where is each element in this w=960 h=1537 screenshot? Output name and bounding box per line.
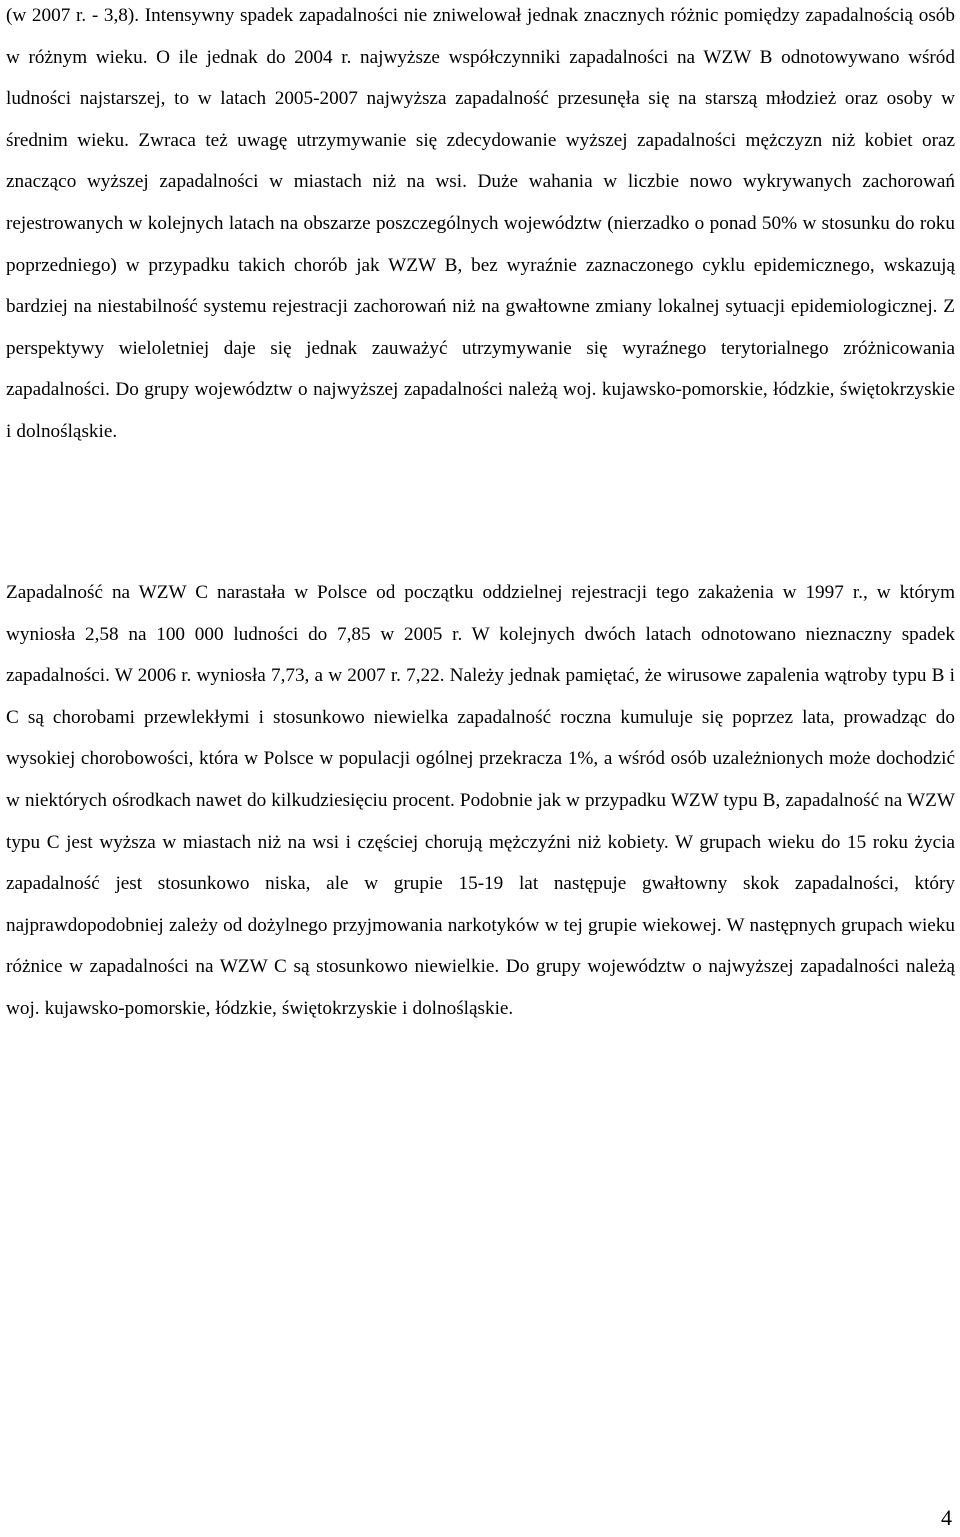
paragraph-wzw-b-incidence: (w 2007 r. - 3,8). Intensywny spadek zapadalności nie zniwelował jednak znacznych różnic pomiędzy zapadalnością osób w różnym wieku. O ile jednak do 2004 r. najwyższe współczynniki zapadalności na WZW B odnotowywano wśród ludności najstarszej, to w latach 2005-2007 najwyższa zapadalność przesunęła się na starszą młodzież oraz osoby w średnim wieku. Zwraca też uwagę utrzymywanie się zdecydowanie wyższej zapadalności mężczyzn niż kobiet oraz znacząco wyższej zapadalności w miastach niż na wsi. Duże wahania w liczbie nowo wykrywanych zachorowań rejestrowanych w kolejnych latach na obszarze poszczególnych województw (nierzadko o ponad 50% w stosunku do roku poprzedniego) w przypadku takich chorób jak WZW B, bez wyraźnie zaznaczonego cyklu epidemicznego, wskazują bardziej na niestabilność systemu rejestracji zachorowań niż na gwałtowne zmiany lokalnej sytuacji epidemiologicznej. Z perspektywy wieloletniej daje się jednak zauważyć utrzymywanie się wyraźnego terytorialnego zróżnicowania zapadalności. Do grupy województw o najwyższej zapadalności należą woj. kujawsko-pomorskie, łódzkie, świętokrzyskie i dolnośląskie. [6, 5, 955, 442]
page-number: 4 [941, 1505, 952, 1530]
paragraph-wzw-c-incidence: Zapadalność na WZW C narastała w Polsce od początku oddzielnej rejestracji tego zakażenia w 1997 r., w którym wyniosła 2,58 na 100 000 ludności do 7,85 w 2005 r. W kolejnych dwóch latach odnotowano nieznaczny spadek zapadalności. W 2006 r. wyniosła 7,73, a w 2007 r. 7,22. Należy jednak pamiętać, że wirusowe zapalenia wątroby typu B i C są chorobami przewlekłymi i stosunkowo niewielka zapadalność roczna kumuluje się poprzez lata, prowadząc do wysokiej chorobowości, która w Polsce w populacji ogólnej przekracza 1%, a wśród osób uzależnionych może dochodzić w niektórych ośrodkach nawet do kilkudziesięciu procent. Podobnie jak w przypadku WZW typu B, zapadalność na WZW typu C jest wyższa w miastach niż na wsi i częściej chorują mężczyźni niż kobiety. W grupach wieku do 15 roku życia zapadalność jest stosunkowo niska, ale w grupie 15-19 lat następuje gwałtowny skok zapadalności, który najprawdopodobniej zależy od dożylnego przyjmowania narkotyków w tej grupie wiekowej. W następnych grupach wieku różnice w zapadalności na WZW C są stosunkowo niewielkie. Do grupy województw o najwyższej zapadalności należą woj. kujawsko-pomorskie, łódzkie, świętokrzyskie i dolnośląskie. [6, 582, 955, 1019]
